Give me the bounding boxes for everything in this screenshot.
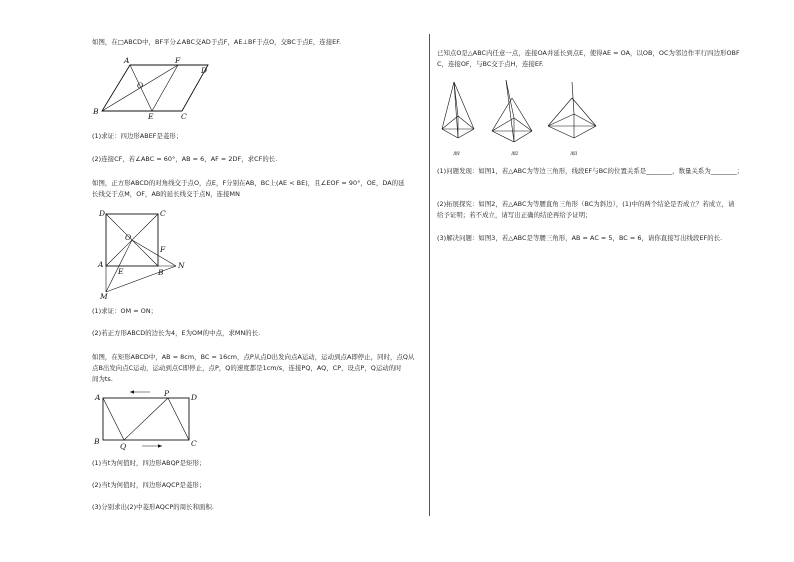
fig1-label-C: C (181, 112, 187, 120)
caption-figure-1: 图1 (453, 152, 461, 157)
fig3-label-C: C (191, 439, 197, 448)
fig2-label-M: M (100, 292, 108, 301)
problem3-stem-line3: 间为ts. (92, 375, 113, 383)
fig1-label-E: E (148, 112, 154, 120)
problem1-question1: (1)求证：四边形ABEF是菱形； (92, 132, 183, 140)
fig2-label-A: A (98, 260, 104, 269)
problem1-stem: 如图，在□ABCD中，BF平分∠ABC交AD于点F，AE⊥BF于点O，交BC于点E，连接EF. (92, 38, 342, 46)
problem3-question2: (2)当t为何值时，四边形AQCP是菱形； (92, 481, 206, 489)
fig3-label-Q: Q (120, 442, 127, 451)
problem3-stem-line2: 点B出发向点C运动，运动到点C即停止，点P，Q的速度都是1cm/s，连接PQ，AQ，CP，设点P，Q运动的时 (92, 364, 402, 372)
fig1-label-O: O (137, 81, 144, 90)
fig3-label-D: D (191, 393, 198, 402)
problem2-question2: (2)若正方形ABCD的边长为4，E为OM的中点，求MN的长. (92, 329, 261, 337)
fig2-label-E: E (118, 267, 124, 276)
fig1-label-B: B (93, 107, 99, 116)
problem2-question1: (1)求证：OM = ON； (92, 307, 158, 315)
problem4-question3: (3)解决问题：如图3，若△ABC是等腰三角形，AB = AC = 5，BC = 6，请你直接写出线段EF的长. (437, 234, 723, 242)
caption-figure-3: 图3 (570, 152, 578, 157)
fig2-label-B: B (158, 268, 164, 277)
fig3-label-P: P (164, 389, 170, 398)
fig1-label-D: D (201, 66, 208, 75)
problem3-question1: (1)当t为何值时，四边形ABQP是矩形； (92, 459, 206, 467)
caption-figure-2: 图2 (511, 152, 519, 157)
problem3-question3: (3)分别求出(2)中菱形AQCP的周长和面积. (92, 503, 215, 511)
problem4-question2-line2: 给予证明；若不成立，请写出正确的结论再给予证明； (437, 211, 592, 219)
fig2-label-N: N (178, 261, 185, 270)
fig2-label-C: C (160, 209, 166, 218)
problem2-stem-line1: 如图，正方形ABCD的对角线交于点O，点E，F分别在AB，BC上(AE < BE)，且∠EOF = 90°，OE，DA的延 (92, 179, 405, 187)
problem2-stem-line2: 长线交于点M，OF，AB的延长线交于点N，连接MN (92, 190, 240, 198)
fig2-label-D: D (99, 209, 106, 218)
fig2-label-F: F (160, 245, 166, 254)
problem4-question1: (1)问题发现：如图1，若△ABC为等边三角形，线段EF与BC的位置关系是________，数量关系为________； (437, 167, 744, 175)
fig3-label-A: A (95, 393, 101, 402)
fig1-label-F: F (175, 56, 181, 65)
parallelogram-figure (88, 54, 218, 120)
triangle-figures-row (434, 76, 620, 160)
rectangle-figure (90, 386, 202, 452)
problem3-stem-line1: 如图，在矩形ABCD中，AB = 8cm，BC = 16cm，点P从点D出发向点A运动，运动到点A即停止，同时，点Q从 (92, 353, 415, 361)
problem4-stem-line1: 已知点O是△ABC内任意一点，连接OA并延长到点E，使得AE = OA，以OB，OC为邻边作平行四边形OBF (437, 49, 740, 57)
square-figure (94, 204, 194, 302)
fig3-label-B: B (94, 437, 100, 446)
problem1-question2: (2)连接CF，若∠ABC = 60°，AB = 6，AF = 2DF，求CF的长. (92, 155, 278, 163)
fig1-label-A: A (124, 56, 130, 65)
fig2-label-O: O (125, 233, 132, 242)
problem4-question2-line1: (2)拓展探究：如图2，若△ABC为等腰直角三角形（BC为斜边），(1)中的两个结论是否成立？若成立，请 (437, 200, 735, 208)
problem4-stem-line2: C，连接OF，与BC交于点H，连接EF. (437, 60, 544, 68)
column-divider (429, 34, 430, 516)
